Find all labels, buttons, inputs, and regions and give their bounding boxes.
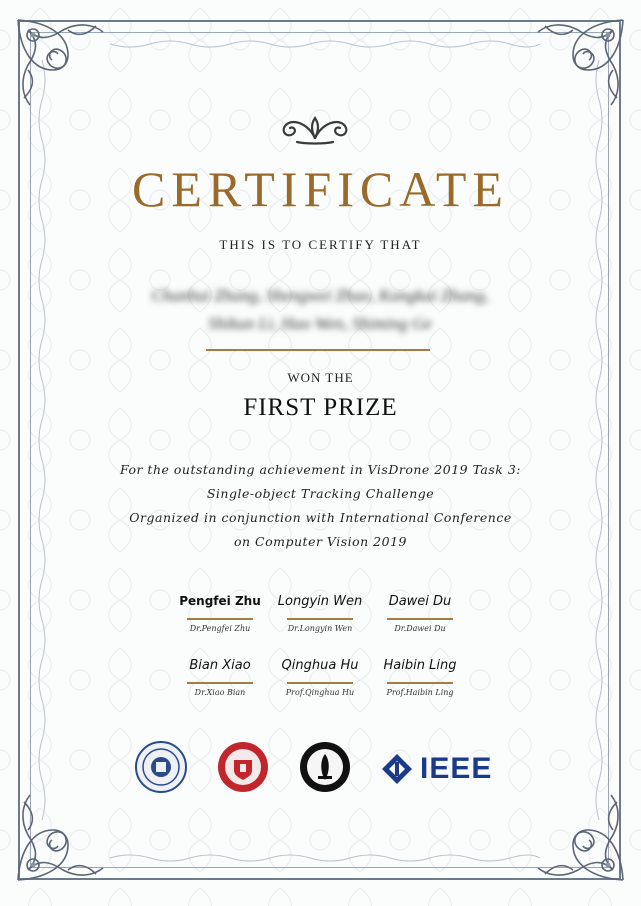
corner-flourish-icon — [523, 780, 633, 890]
signature-mark: Pengfei Zhu — [179, 594, 261, 608]
award-description — [60, 458, 581, 554]
signature-mark: Bian Xiao — [189, 658, 251, 673]
name-underline — [206, 349, 430, 351]
description-line: on Computer Vision 2019 — [234, 534, 407, 549]
recipient-names-line: Shikun Li, Hao Wen, Shiming Ge — [208, 314, 432, 333]
ieee-diamond-icon — [380, 752, 414, 786]
signature-block — [360, 594, 480, 633]
certificate-title: CERTIFICATE — [132, 161, 509, 217]
certify-subtitle: THIS IS TO CERTIFY THAT — [219, 237, 422, 252]
university-seal-red-icon — [216, 740, 270, 794]
description-line: Organized in conjunction with International Conference — [129, 510, 512, 525]
description-line: Single-object Tracking Challenge — [206, 486, 435, 501]
signature-mark: Haibin Ling — [383, 658, 457, 673]
signatory-name: Dr.Xiao Bian — [194, 688, 246, 697]
signatory-name: Dr.Longyin Wen — [287, 624, 353, 633]
signature-mark: Dawei Du — [388, 594, 452, 609]
university-seal-black-icon — [298, 740, 352, 794]
signature-mark: Longyin Wen — [277, 594, 363, 609]
corner-flourish-icon — [8, 780, 118, 890]
recipient-names — [80, 282, 560, 338]
ornament-icon — [277, 112, 353, 148]
won-the-text: WON THE — [287, 370, 354, 385]
signature-rule — [187, 618, 253, 620]
ieee-logo — [380, 750, 500, 788]
signature-rule — [187, 682, 253, 684]
ieee-wordmark: IEEE — [420, 752, 493, 785]
prize-title: FIRST PRIZE — [243, 394, 398, 421]
signature-mark: Qinghua Hu — [281, 658, 359, 673]
corner-flourish-icon — [8, 10, 118, 120]
signature-rule — [387, 682, 453, 684]
signatory-name: Prof.Qinghua Hu — [285, 688, 355, 697]
signatory-name: Dr.Pengfei Zhu — [189, 624, 251, 633]
university-seal-blue-icon — [134, 740, 188, 794]
signature-rule — [287, 618, 353, 620]
recipient-names-line: Chunhui Zhang, Shengwei Zhao, Kangkai Zhang, — [151, 286, 489, 305]
signature-rule — [287, 682, 353, 684]
corner-flourish-icon — [523, 10, 633, 120]
description-line: For the outstanding achievement in VisDrone 2019 Task 3: — [119, 462, 522, 477]
signatory-name: Dr.Dawei Du — [394, 624, 446, 633]
signatory-name: Prof.Haibin Ling — [386, 688, 454, 697]
signature-rule — [387, 618, 453, 620]
signature-block — [360, 658, 480, 697]
